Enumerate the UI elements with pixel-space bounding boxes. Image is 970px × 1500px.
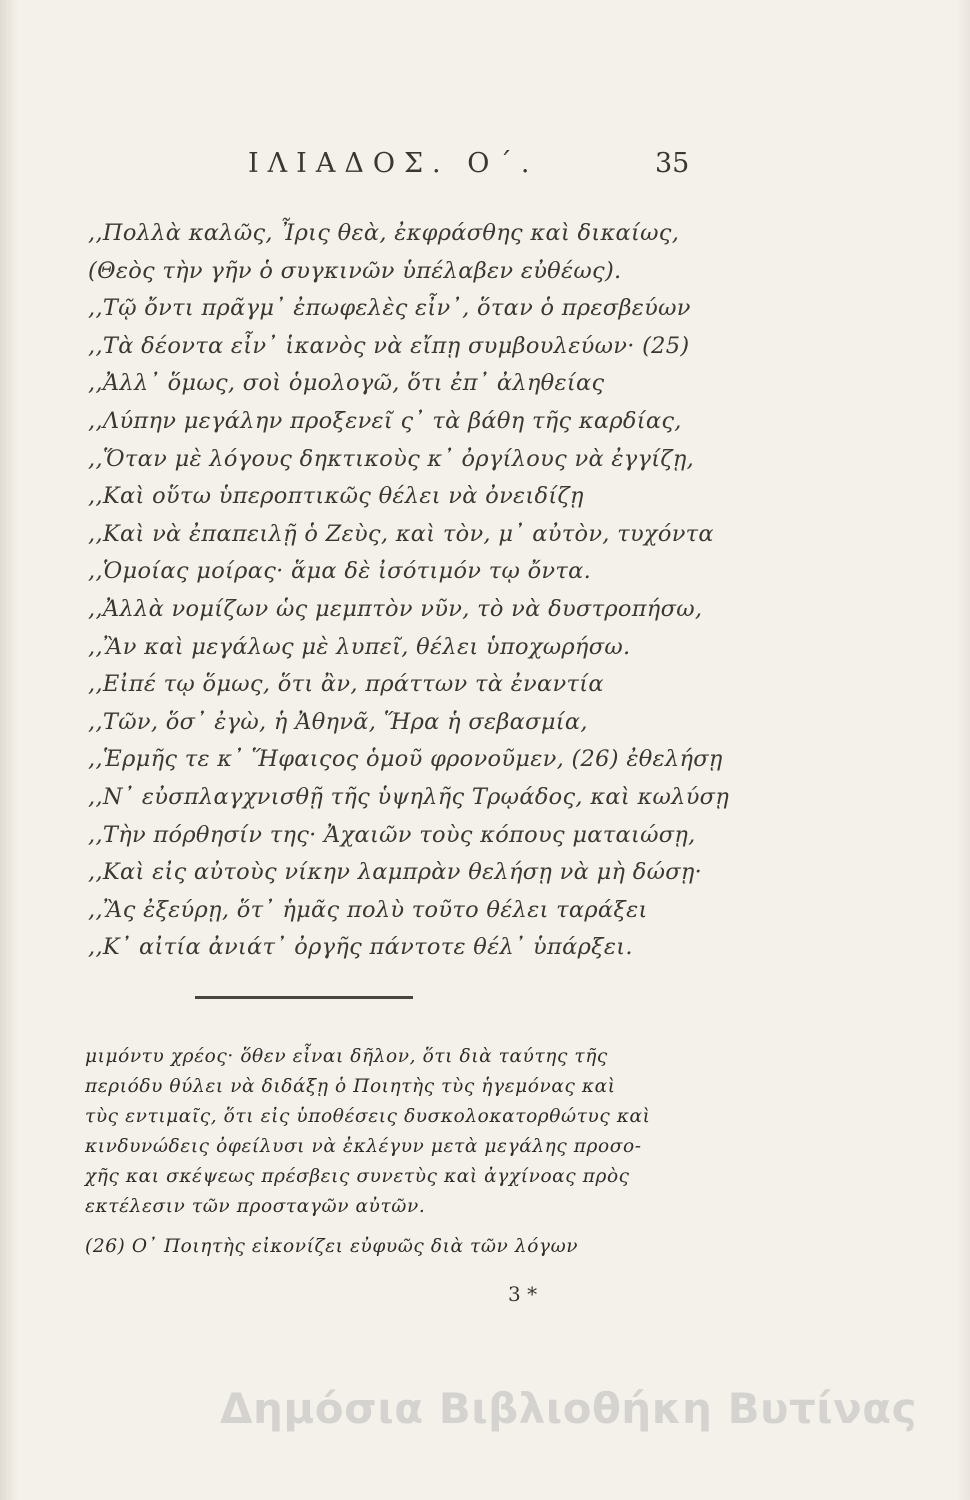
footnote-line: μιμόντυ χρέος· ὅθεν εἶναι δῆλον, ὅτι διὰ ταύτης τῆς — [85, 1046, 608, 1067]
library-watermark: Δημόσια Βιβλιοθήκη Βυτίνας — [220, 1384, 917, 1433]
verse-line: ,,Ἑρμῆς τε κ᾽ Ἥφαιςος ὁμοῦ φρονοῦμεν, (26) ἐθελήσῃ — [88, 746, 723, 773]
verse-line: ,,Καὶ νὰ ἐπαπειλῇ ὁ Ζεὺς, καὶ τὸν, μ᾽ αὐτὸν, τυχόντα — [88, 520, 714, 547]
footnote-line: περιόδυ θύλει νὰ διδάξῃ ὁ Ποιητὴς τὺς ἡγεμόνας καὶ — [85, 1076, 616, 1097]
running-title: ΙΛΙΑΔΟΣ. Ο΄. — [248, 148, 539, 179]
page-header — [0, 148, 970, 188]
verse-line: ,,Τῶν, ὅσ᾽ ἐγὼ, ἡ Ἀθηνᾶ, Ἥρα ἡ σεβασμία, — [88, 708, 588, 735]
footnote-line: κινδυνώδεις ὀφείλυσι νὰ ἐκλέγυν μετὰ μεγάλης προσο- — [85, 1136, 642, 1157]
verse-line: ,,Καὶ εἰς αὐτοὺς νίκην λαμπρὰν θελήσῃ νὰ μὴ δώσῃ· — [88, 859, 703, 886]
verse-line: ,,Πολλὰ καλῶς, Ἶρις θεὰ, ἐκφράσθης καὶ δικαίως, — [88, 220, 680, 246]
verse-line: ,,Ἂς ἐξεύρῃ, ὅτ᾽ ἡμᾶς πολὺ τοῦτο θέλει ταράξει — [88, 896, 648, 923]
verse-line: ,,Ν᾽ εὐσπλαγχνισθῇ τῆς ὑψηλῆς Τρῳάδος, καὶ κωλύσῃ — [88, 783, 730, 810]
verse-line: ,,Τῷ ὄντι πρᾶγμ᾽ ἐπωφελὲς εἶν᾽, ὅταν ὁ πρεσβεύων — [88, 295, 691, 322]
footnote-divider — [195, 996, 413, 999]
footnotes — [85, 1042, 715, 1262]
verse-line: (Θεὸς τὴν γῆν ὁ συγκινῶν ὑπέλαβεν εὐθέως). — [88, 257, 622, 284]
verse-line: ,,Ὁμοίας μοίρας· ἅμα δὲ ἰσότιμόν τῳ ὄντα. — [88, 558, 592, 585]
verse-line: ,,Ὅταν μὲ λόγους δηκτικοὺς κ᾽ ὀργίλους νὰ ἐγγίζῃ, — [88, 445, 695, 472]
verse-line: ,,Λύπην μεγάλην προξενεῖ ς᾽ τὰ βάθη τῆς καρδίας, — [88, 407, 682, 434]
footnote-line: εκτέλεσιν τῶν προσταγῶν αὐτῶν. — [85, 1196, 426, 1217]
footnote-line: (26) Ο᾽ Ποιητὴς εἰκονίζει εὐφυῶς διὰ τῶν λόγων — [85, 1236, 579, 1257]
footnote-line: τὺς εντιμαῖς, ὅτι εἰς ὑποθέσεις δυσκολοκατορθώτυς καὶ — [85, 1106, 651, 1127]
verse-line: ,,Τὰ δέοντα εἶν᾽ ἱκανὸς νὰ εἴπῃ συμβουλεύων· (25) — [88, 332, 690, 359]
verse-block — [88, 215, 730, 967]
verse-line: ,,Τὴν πόρθησίν της· Ἀχαιῶν τοὺς κόπους ματαιώσῃ, — [88, 821, 696, 848]
verse-line: ,,Ἀλλ᾽ ὅμως, σοὶ ὁμολογῶ, ὅτι ἐπ᾽ ἀληθείας — [88, 370, 605, 397]
signature-mark: 3 * — [508, 1282, 538, 1306]
verse-line: ,,Ἀλλὰ νομίζων ὡς μεμπτὸν νῦν, τὸ νὰ δυστροπήσω, — [88, 595, 703, 622]
page-number: 35 — [655, 148, 690, 179]
verse-line: ,,Ἂν καὶ μεγάλως μὲ λυπεῖ, θέλει ὑποχωρήσω. — [88, 633, 631, 660]
verse-line: ,,Καὶ οὕτω ὑπεροπτικῶς θέλει νὰ ὀνειδίζῃ — [88, 483, 584, 510]
footnote-line: χῆς και σκέψεως πρέσβεις συνετὺς καὶ ἀγχίνοας πρὸς — [85, 1166, 630, 1187]
verse-line: ,,Κ᾽ αἰτία ἀνιάτ᾽ ὀργῆς πάντοτε θέλ᾽ ὑπάρξει. — [88, 934, 633, 961]
verse-line: ,,Εἰπέ τῳ ὅμως, ὅτι ἂν, πράττων τὰ ἐναντία — [88, 671, 604, 698]
